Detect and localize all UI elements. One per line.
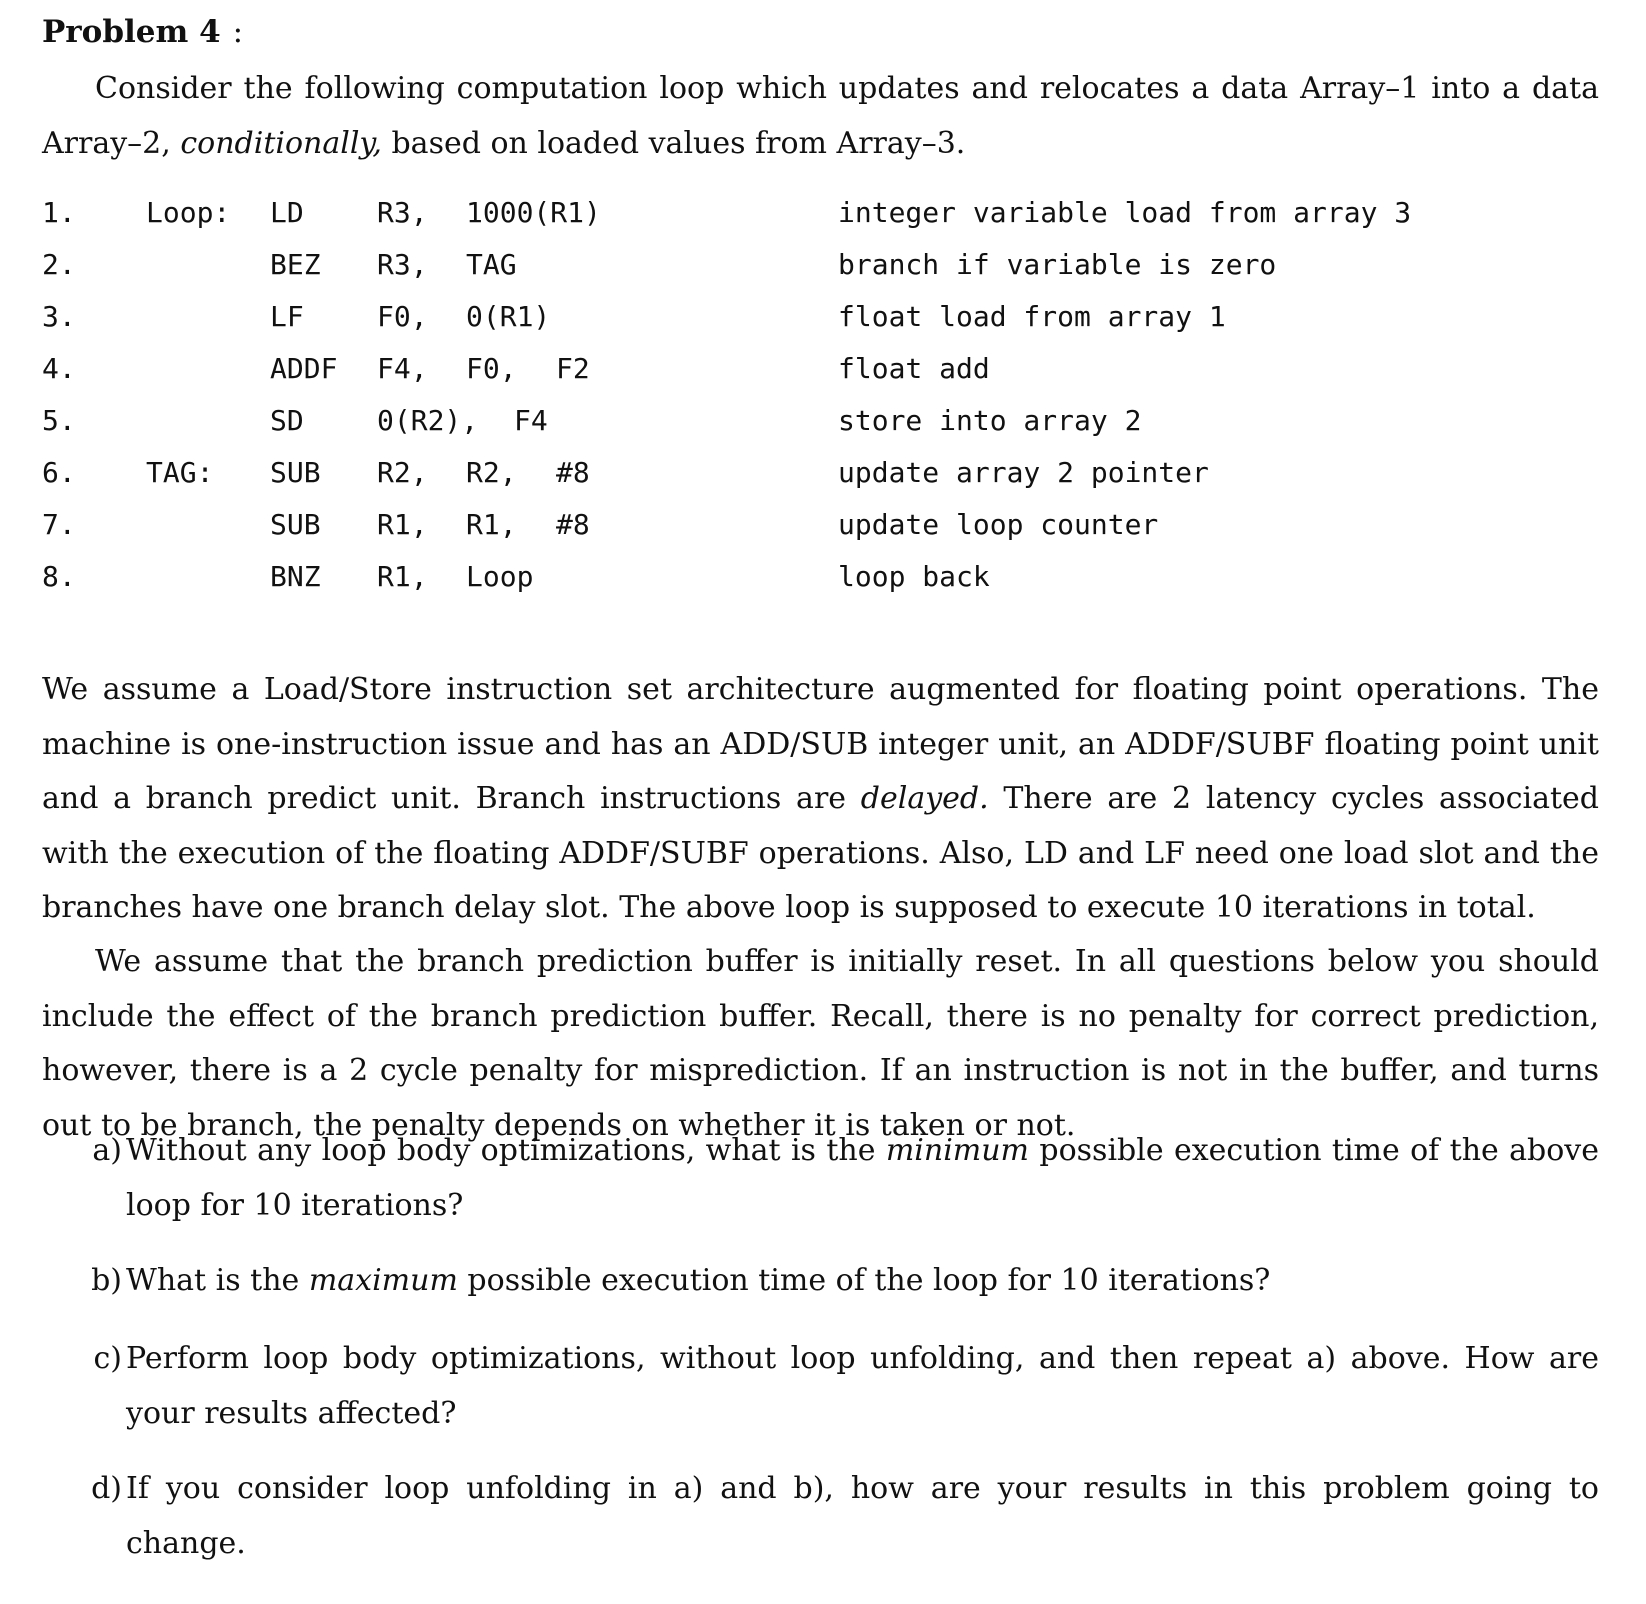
- line-operand-1: F0,: [377, 300, 428, 333]
- line-opcode: LF: [270, 300, 304, 333]
- question-a: [126, 1124, 1599, 1233]
- line-operand-1: R3,: [377, 196, 428, 229]
- line-opcode: BEZ: [270, 248, 321, 281]
- problem-title-text: Problem 4: [42, 14, 221, 50]
- line-comment: integer variable load from array 3: [838, 196, 1412, 229]
- prediction-paragraph: We assume that the branch prediction buffer is initially reset. In all questions below you should include the effect of the branch prediction buffer. Recall, there is no penalty for correct prediction, however, there is a 2 cycle penalty for misprediction. If an instruction is not in the buffer, and turns out to be branch, the penalty depends on whether it is taken or not.: [42, 944, 1599, 1143]
- line-operand-1: 0(R2),: [377, 404, 479, 437]
- line-number: 7.: [42, 508, 76, 541]
- line-operand-2: 1000(R1): [466, 196, 601, 229]
- machine-emphasis: delayed.: [860, 781, 989, 816]
- question-a-text-2: possible execution time of the above loop for 10 iterations?: [126, 1133, 1599, 1223]
- line-operand-3: #8: [556, 456, 590, 489]
- line-operand-1: R1,: [377, 508, 428, 541]
- line-operand-1: R1,: [377, 560, 428, 593]
- line-operand-2: Loop: [466, 560, 534, 593]
- line-opcode: SD: [270, 404, 304, 437]
- line-opcode: SUB: [270, 456, 321, 489]
- code-line: [42, 560, 1602, 614]
- line-opcode: ADDF: [270, 352, 338, 385]
- problem-title: [42, 14, 243, 50]
- question-d-letter: d): [91, 1471, 122, 1506]
- line-operand-3: F2: [556, 352, 590, 385]
- line-number: 1.: [42, 196, 76, 229]
- line-number: 3.: [42, 300, 76, 333]
- line-operand-2: R1,: [466, 508, 517, 541]
- question-a-letter: a): [92, 1133, 122, 1168]
- line-opcode: BNZ: [270, 560, 321, 593]
- problem-title-colon: :: [232, 14, 244, 50]
- line-operand-1: F4,: [377, 352, 428, 385]
- code-line: [42, 300, 1602, 354]
- code-line: [42, 352, 1602, 406]
- intro-emphasis: conditionally,: [180, 125, 382, 161]
- line-number: 5.: [42, 404, 76, 437]
- code-line: [42, 404, 1602, 458]
- intro-text-2: based on loaded values from Array–3.: [381, 125, 966, 161]
- line-label: TAG:: [146, 456, 214, 489]
- line-comment: float add: [838, 352, 990, 385]
- machine-text-2: There are 2 latency cycles associated with the execution of the floating ADDF/SUBF operations. Also, LD and LF need one load slot and the branches have one branch delay slot. The above loop is supposed to execute 10 iterations in total.: [42, 781, 1600, 925]
- line-number: 6.: [42, 456, 76, 489]
- line-comment: update array 2 pointer: [838, 456, 1209, 489]
- line-label: Loop:: [146, 196, 231, 229]
- question-c: Perform loop body optimizations, without loop unfolding, and then repeat a) above. How are your results affected?: [126, 1341, 1599, 1431]
- question-b-emphasis: maximum: [308, 1263, 458, 1298]
- line-number: 8.: [42, 560, 76, 593]
- line-operand-2: F0,: [466, 352, 517, 385]
- machine-text-1: We assume a Load/Store instruction set architecture augmented for floating point operations. The machine is one-instruction issue and has an ADD/SUB integer unit, an ADDF/SUBF floating point unit and a branch predict unit. Branch instructions are: [42, 672, 1599, 816]
- question-b-text-1: What is the: [126, 1263, 309, 1298]
- question-a-text-1: Without any loop body optimizations, what is the: [126, 1133, 886, 1168]
- line-operand-3: #8: [556, 508, 590, 541]
- intro-paragraph: [42, 62, 1599, 171]
- line-operand-2: TAG: [466, 248, 517, 281]
- code-line: [42, 196, 1602, 250]
- line-operand-2: 0(R1): [466, 300, 551, 333]
- line-comment: float load from array 1: [838, 300, 1226, 333]
- line-opcode: LD: [270, 196, 304, 229]
- line-operand-1: R3,: [377, 248, 428, 281]
- line-number: 2.: [42, 248, 76, 281]
- machine-paragraph: [42, 663, 1599, 936]
- line-number: 4.: [42, 352, 76, 385]
- line-operand-3: F4: [514, 404, 548, 437]
- code-line: [42, 508, 1602, 562]
- line-comment: loop back: [838, 560, 990, 593]
- code-line: [42, 456, 1602, 510]
- line-comment: store into array 2: [838, 404, 1142, 437]
- line-comment: update loop counter: [838, 508, 1159, 541]
- intro-text-1: Consider the following computation loop which updates and relocates a data Array–1 into a data Array–2,: [42, 71, 1599, 161]
- question-b-letter: b): [91, 1263, 122, 1298]
- question-a-emphasis: minimum: [885, 1133, 1030, 1168]
- question-d: If you consider loop unfolding in a) and b), how are your results in this problem going to change.: [126, 1471, 1599, 1561]
- line-operand-2: R2,: [466, 456, 517, 489]
- line-comment: branch if variable is zero: [838, 248, 1277, 281]
- question-b-text-2: possible execution time of the loop for 10 iterations?: [457, 1263, 1271, 1298]
- line-operand-1: R2,: [377, 456, 428, 489]
- code-line: [42, 248, 1602, 302]
- question-c-letter: c): [93, 1341, 122, 1376]
- line-opcode: SUB: [270, 508, 321, 541]
- question-b: [126, 1254, 1599, 1309]
